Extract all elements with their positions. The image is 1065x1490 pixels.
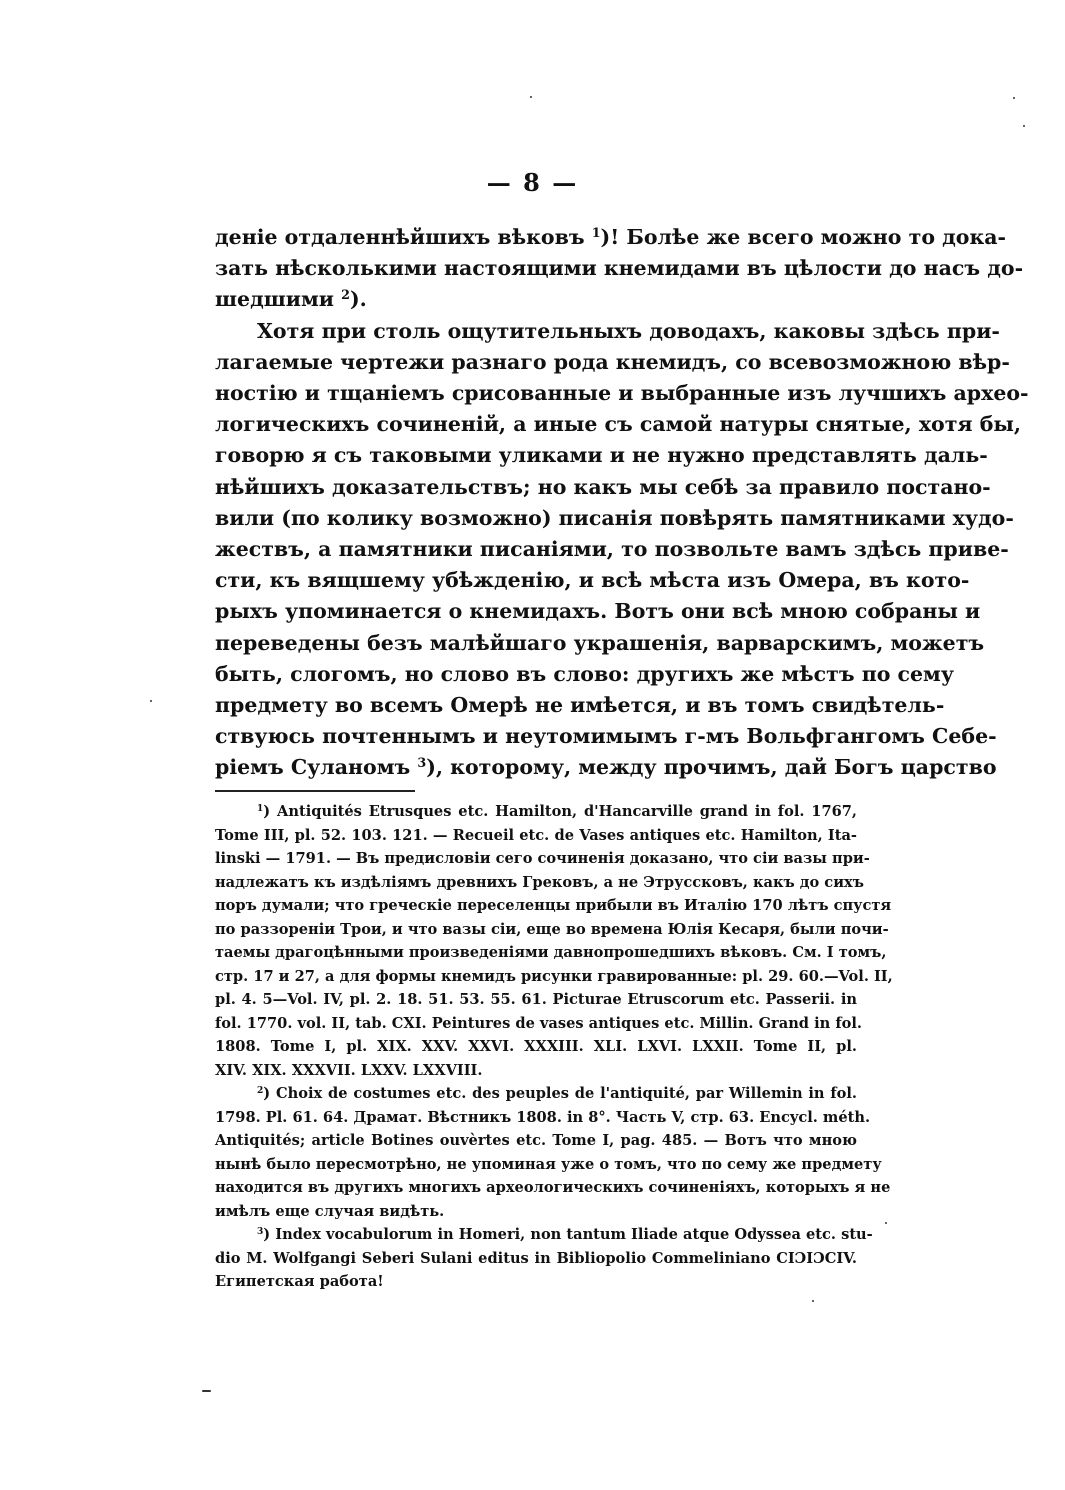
- footnote-ref: 1: [591, 225, 601, 241]
- footnote-3: [215, 1223, 873, 1294]
- paragraph-1: [215, 222, 1024, 316]
- footnote-line: $^3$) Index vocabulorum in Homeri, non tantum Iliade atque Odyssea etc. stu-: [257, 1226, 873, 1243]
- footnote-line: XIV. XIX. XXXVII. LXXV. LXXVIII.: [215, 1061, 483, 1079]
- footnote-divider: [215, 790, 415, 792]
- footnote-line: нынѣ было пересмотрѣно, не упоминая уже о томъ, что по сему же предмету: [215, 1155, 882, 1173]
- scan-speck: [202, 1390, 211, 1392]
- text-line: шедшими $^2$).: [215, 287, 367, 312]
- footnote-mark: 3: [257, 1227, 264, 1238]
- footnote-line: $^1$) Antiquités Etrusques etc. Hamilton, d'Hancarville grand in fol. 1767,: [257, 803, 857, 820]
- footnote-line: стр. 17 и 27, а для формы кнемидъ рисунки гравированные: pl. 29. 60.—Vol. II,: [215, 967, 893, 985]
- text-line: рыхъ упоминается о кнемидахъ. Вотъ они всѣ мною собраны и: [215, 599, 981, 624]
- paragraph-2: [215, 316, 1029, 784]
- footnote-line: имѣлъ еще случая видѣть.: [215, 1202, 445, 1220]
- footnote-line: Tome III, pl. 52. 103. 121. — Recueil etc. de Vases antiques etc. Hamilton, Ita-: [215, 826, 857, 844]
- text-line: логическихъ сочиненій, а иные съ самой натуры снятые, хотя бы,: [215, 412, 1022, 437]
- text-line: лагаемые чертежи разнаго рода кнемидъ, со всевозможною вѣр-: [215, 349, 1010, 374]
- footnote-ref: 3: [417, 755, 427, 771]
- text-line: зать нѣсколькими настоящими кнемидами въ цѣлости до насъ до-: [215, 256, 1024, 281]
- footnote-line: pl. 4. 5—Vol. IV, pl. 2. 18. 51. 53. 55. 61. Picturae Etruscorum etc. Passerii. in: [215, 991, 857, 1008]
- footnote-line: Antiquités; article Botines ouvèrtes etc. Tome I, pag. 485. — Вотъ что мною: [215, 1132, 857, 1149]
- text-line: переведены безъ малѣйшаго украшенія, варварскимъ, можетъ: [215, 630, 985, 655]
- footnote-line: таемы драгоцѣнными произведеніями давнопрошедшихъ вѣковъ. См. I томъ,: [215, 944, 887, 961]
- scan-speck: [812, 1300, 814, 1302]
- text-line: Хотя при столь ощутительныхъ доводахъ, каковы здѣсь при-: [257, 318, 1000, 343]
- footnote-mark: 1: [257, 804, 264, 815]
- footnote-line: 1798. Pl. 61. 64. Драмат. Вѣстникъ 1808. in 8°. Часть V, стр. 63. Encycl. méth.: [215, 1108, 871, 1126]
- footnote-1: [215, 800, 893, 1082]
- text-line: нѣйшихъ доказательствъ; но какъ мы себѣ за правило постано-: [215, 474, 991, 499]
- text-line: ріемъ Суланомъ $^3$), которому, между прочимъ, дай Богъ царство: [215, 755, 997, 780]
- footnote-line: $^2$) Choix de costumes etc. des peuples de l'antiquité, par Willemin in fol.: [257, 1085, 857, 1102]
- scan-speck: [530, 96, 532, 98]
- text-line: ствуюсь почтеннымъ и неутомимымъ г-мъ Вольфгангомъ Себе-: [215, 724, 997, 749]
- footnote-line: Египетская работа!: [215, 1273, 384, 1290]
- text-line: деніе отдаленнѣйшихъ вѣковъ $^1$)! Болѣе же всего можно то дока-: [215, 225, 1007, 249]
- footnote-line: dio M. Wolfgangi Seberi Sulani editus in Bibliopolio Commeliniano CIƆIƆCIV.: [215, 1249, 857, 1267]
- footnote-line: надлежатъ къ издѣліямъ древнихъ Грековъ, а не Этруссковъ, какъ до сихъ: [215, 873, 864, 891]
- main-text: [215, 222, 1029, 784]
- footnote-line: поръ думали; что греческіе переселенцы прибыли въ Италію 170 лѣтъ спустя: [215, 897, 892, 914]
- footnote-line: находится въ другихъ многихъ археологическихъ сочиненіяхъ, которыхъ я не: [215, 1179, 891, 1196]
- footnote-2: [215, 1082, 891, 1223]
- footnote-ref: 2: [341, 287, 350, 303]
- scan-speck: [1013, 97, 1015, 99]
- text-line: сти, къ вящшему убѣжденію, и всѣ мѣста изъ Омера, въ кото-: [215, 568, 970, 593]
- footnote-line: 1808. Tome I, pl. XIX. XXV. XXVI. XXXIII. XLI. LXVI. LXXII. Tome II, pl.: [215, 1038, 857, 1055]
- footnote-mark: 2: [257, 1086, 264, 1097]
- footnote-line: по раззореніи Трои, и что вазы сіи, еще во времена Юлія Кесаря, были почи-: [215, 920, 889, 938]
- footnote-line: fol. 1770. vol. II, tab. CXI. Peintures de vases antiques etc. Millin. Grand in fol.: [215, 1014, 862, 1032]
- scan-speck: [885, 1222, 887, 1224]
- text-line: ностію и тщаніемъ срисованные и выбранные изъ лучшихъ архео-: [215, 381, 1029, 406]
- scan-speck: [1023, 125, 1025, 127]
- text-line: быть, слогомъ, но слово въ слово: другихъ же мѣстъ по сему: [215, 661, 954, 686]
- text-line: вили (по колику возможно) писанія повѣрять памятниками худо-: [215, 505, 1014, 530]
- text-line: предмету во всемъ Омерѣ не имѣется, и въ томъ свидѣтель-: [215, 693, 945, 718]
- scan-speck: [150, 700, 152, 702]
- footnote-line: linski — 1791. — Въ предисловіи сего сочиненія доказано, что сіи вазы при-: [215, 850, 870, 867]
- text-line: говорю я съ таковыми уликами и не нужно представлять даль-: [215, 443, 988, 468]
- page-number: — 8 —: [486, 168, 579, 197]
- footnotes: [215, 800, 893, 1294]
- text-line: жествъ, а памятники писаніями, то позвольте вамъ здѣсь приве-: [215, 537, 1009, 562]
